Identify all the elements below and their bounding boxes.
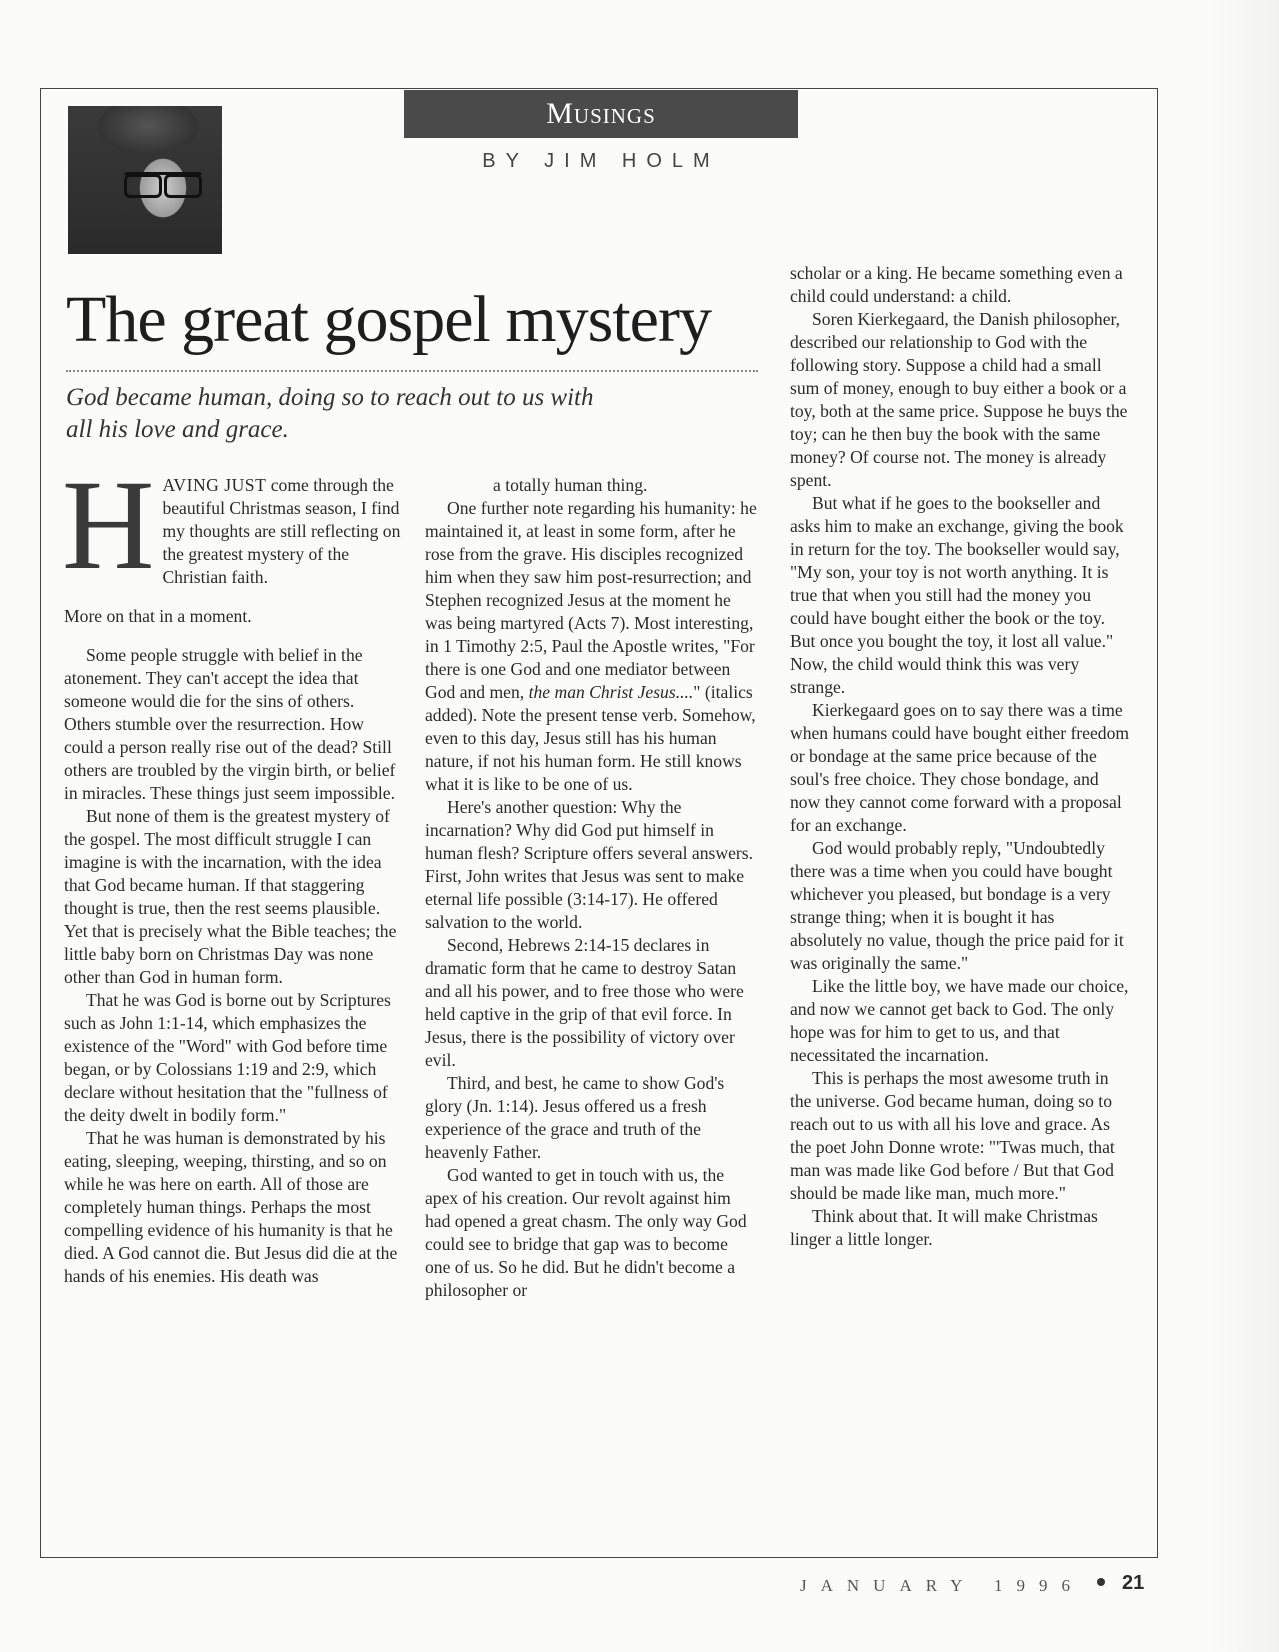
text-run: " (italics added). Note the present tense verb. Somehow, even to this day, Jesus still has his human nature, if not his human form. He still knows what it is like to be one of us. [425,682,756,794]
article-deck: God became human, doing so to reach out to us with all his love and grace. [66,384,594,443]
paragraph: This is perhaps the most awesome truth in the universe. God became human, doing so to reach out to us with all his love and grace. As the poet John Donne wrote: "'Twas much, that man was made like God before / But that God should be made like man, much more." [790,1068,1115,1203]
page-number: 21 [1122,1572,1145,1594]
column-2 [425,474,757,1302]
article-title: The great gospel mystery [66,283,711,356]
paragraph: Kierkegaard goes on to say there was a time when humans could have bought either freedom or bondage at the same price because of the soul's free choice. They chose bondage, and now they cannot come forward with a proposal for an exchange. [790,700,1130,835]
paragraph: God wanted to get in touch with us, the apex of his creation. Our revolt against him had opened a great chasm. The only way God could see to bridge that gap was to become one of us. So he did. But he didn't become a philosopher or [425,1165,747,1300]
italic-quote: the man Christ Jesus.... [528,682,694,702]
title-rule [66,370,758,372]
paragraph: That he was human is demonstrated by his eating, sleeping, weeping, thirsting, and so on while he was here on earth. All of those are completely human things. Perhaps the most compelling evidence of his humanity is that he died. A God cannot die. But Jesus did die at the hands of his enemies. His death was [64,1128,398,1286]
text-run: One further note regarding his humanity: he maintained it, at least in some form, after he rose from the grave. His disciples recognized him when they saw him post-resurrection; and Stephen recognized Jesus at the moment he was being martyred (Acts 7). Most interesting, in 1 Timothy 2:5, Paul the Apostle writes, "For there is one God and one mediator between God and men, [425,498,757,702]
paragraph: God would probably reply, "Undoubtedly there was a time when you could have bought whichever you pleased, but bondage is a very strange thing; when it is bought it has absolutely no value, though the price paid for it was originally the same." [790,838,1124,973]
paragraph: scholar or a king. He became something even a child could understand: a child. [790,263,1123,306]
lead-smallcaps: AVING JUST [162,475,267,495]
paragraph: Soren Kierkegaard, the Danish philosopher, described our relationship to God with the following story. Suppose a child had a small sum of money, enough to buy either a book or a toy, both at the same price. Suppose he buys the toy; can he then buy the book with the same money? Of course not. The money is already spent. [790,309,1128,490]
column-3 [790,262,1130,1251]
paragraph: Here's another question: Why the incarnation? Why did God put himself in human flesh? Scripture offers several answers. First, John writes that Jesus was sent to make eternal life possible (3:14-17). He offered salvation to the world. [425,797,753,932]
paragraph: Think about that. It will make Christmas linger a little longer. [790,1206,1098,1249]
paragraph: But what if he goes to the bookseller and asks him to make an exchange, giving the book in return for the toy. The bookseller would say, "My son, your toy is not worth anything. It is true that when you still had the money you could have bought either the book or the toy. But once you bought the toy, it lost all value." Now, the child would think this was very strange. [790,493,1124,697]
lead-text: come through the beautiful Christmas season, I find my thoughts are still reflecting on the greatest mystery of the Christian faith. [162,475,401,587]
author-photo [68,106,222,254]
drop-cap: H [62,454,155,596]
column-1 [62,454,404,1288]
paragraph: But none of them is the greatest mystery of the gospel. The most difficult struggle I can imagine is with the incarnation, with the idea that God became human. If that staggering thought is true, then the rest seems plausible. Yet that is precisely what the Bible teaches; the little baby born on Christmas Day was none other than God in human form. [64,806,397,987]
paragraph: Third, and best, he came to show God's glory (Jn. 1:14). Jesus offered us a fresh experience of the grace and truth of the heavenly Father. [425,1073,725,1162]
paragraph: More on that in a moment. [64,606,252,626]
paragraph: Like the little boy, we have made our choice, and now we cannot get back to God. The only hope was for him to get to us, and that necessitated the incarnation. [790,976,1129,1065]
paragraph: Some people struggle with belief in the atonement. They can't accept the idea that someone would die for the sins of others. Others stumble over the resurrection. How could a person really rise out of the dead? Still others are troubled by the virgin birth, or belief in miracles. These things just seem impossible. [64,645,396,803]
glasses-shape [124,172,202,195]
lead-paragraph [62,454,404,596]
paragraph [425,497,757,796]
paragraph: a totally human thing. [493,475,648,495]
bullet-icon [1097,1578,1105,1586]
paragraph: Second, Hebrews 2:14-15 declares in dramatic form that he came to destroy Satan and all his power, and to free those who were held captive in the grip of that evil force. In Jesus, there is the possibility of victory over evil. [425,935,744,1070]
issue-date: JANUARY 1996 [800,1576,1085,1595]
paragraph: That he was God is borne out by Scriptures such as John 1:1-14, which emphasizes the existence of the "Word" with God before time began, or by Colossians 1:19 and 2:9, which declare without hesitation that the "fullness of the deity dwelt in bodily form." [64,990,391,1125]
page-edge [1209,0,1279,1652]
byline: BY JIM HOLM [482,150,720,172]
section-banner: Musings [404,90,798,138]
